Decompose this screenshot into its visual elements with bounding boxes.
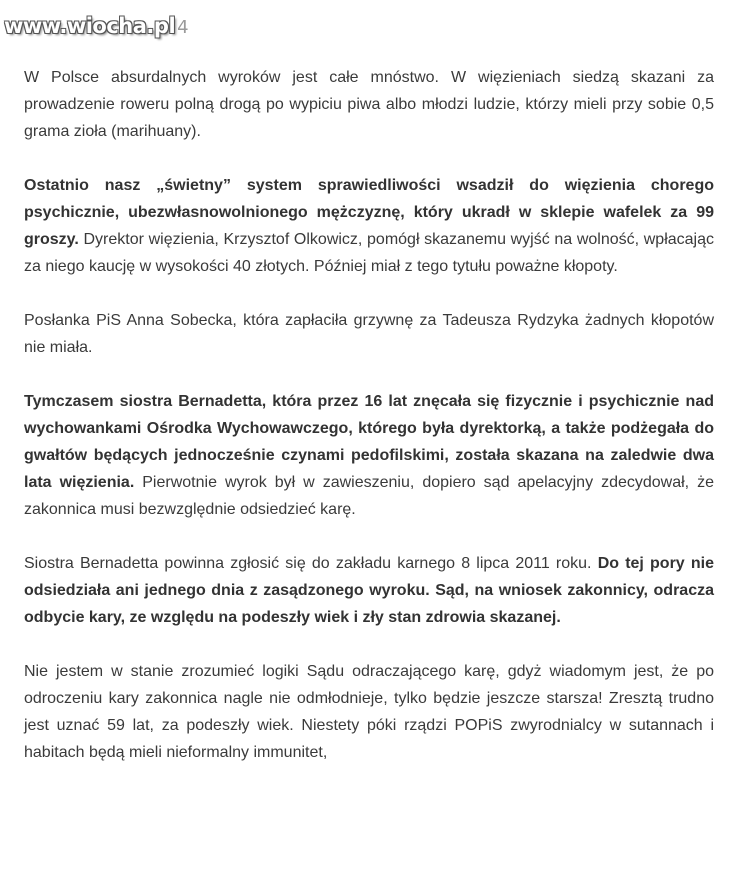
paragraph-sobecka bbox=[24, 307, 714, 361]
paragraph-intro bbox=[24, 64, 714, 145]
paragraph-bernadetta-sentence-bold: Tymczasem siostra Bernadetta, która przez 16 lat znęcała się fizycznie i psychicznie nad wychowankami Ośrodka Wychowawczego, którego była dyrektorką, a także podżegała do gwałtów będących jednocześnie czynami pedofilskimi, została skazana na zaledwie dwa lata więzienia. bbox=[24, 393, 714, 491]
article-body bbox=[24, 64, 714, 793]
paragraph-bernadetta-postponement-text: Siostra Bernadetta powinna zgłosić się do zakładu karnego 8 lipca 2011 roku. bbox=[24, 555, 598, 572]
watermark-text: www.wiocha.pl bbox=[4, 14, 176, 38]
paragraph-intro-text: W Polsce absurdalnych wyroków jest całe mnóstwo. W więzieniach siedzą skazani za prowadzenie roweru polną drogą po wypiciu piwa albo młodzi ludzie, którzy mieli przy sobie 0,5 grama zioła (marihuany). bbox=[24, 69, 714, 140]
paragraph-bernadetta-postponement-bold: Do tej pory nie odsiedziała ani jednego dnia z zasądzonego wyroku. Sąd, na wniosek zakonnicy, odracza odbycie kary, ze względu na podeszły wiek i zły stan zdrowia skazanej. bbox=[24, 555, 715, 626]
site-watermark-logo bbox=[4, 14, 188, 38]
paragraph-wafer-case-text: Dyrektor więzienia, Krzysztof Olkowicz, pomógł skazanemu wyjść na wolność, wpłacając za niego kaucję w wysokości 40 złotych. Później miał z tego tytułu poważne kłopoty. bbox=[24, 231, 714, 275]
paragraph-bernadetta-postponement bbox=[24, 550, 714, 631]
paragraph-wafer-case bbox=[24, 172, 714, 280]
paragraph-conclusion bbox=[24, 658, 714, 766]
watermark-tail: 4 bbox=[177, 17, 189, 38]
paragraph-sobecka-text: Posłanka PiS Anna Sobecka, która zapłaciła grzywnę za Tadeusza Rydzyka żadnych kłopotów nie miała. bbox=[24, 312, 714, 356]
paragraph-bernadetta-sentence bbox=[24, 388, 714, 523]
paragraph-conclusion-text: Nie jestem w stanie zrozumieć logiki Sądu odraczającego karę, gdyż wiadomym jest, że po odroczeniu kary zakonnica nagle nie odmłodnieje, tylko będzie jeszcze starsza! Zresztą trudno jest uznać 59 lat, za podeszły wiek. Niestety póki rządzi POPiS zwyrodnialcy w sutannach i habitach będą mieli nieformalny immunitet, bbox=[24, 663, 714, 761]
paragraph-bernadetta-sentence-text: Pierwotnie wyrok był w zawieszeniu, dopiero sąd apelacyjny zdecydował, że zakonnica musi bezwzględnie odsiedzieć karę. bbox=[24, 474, 714, 518]
paragraph-wafer-case-bold: Ostatnio nasz „świetny” system sprawiedliwości wsadził do więzienia chorego psychicznie, ubezwłasnowolnionego mężczyznę, który ukradł w sklepie wafelek za 99 groszy. bbox=[24, 177, 714, 248]
